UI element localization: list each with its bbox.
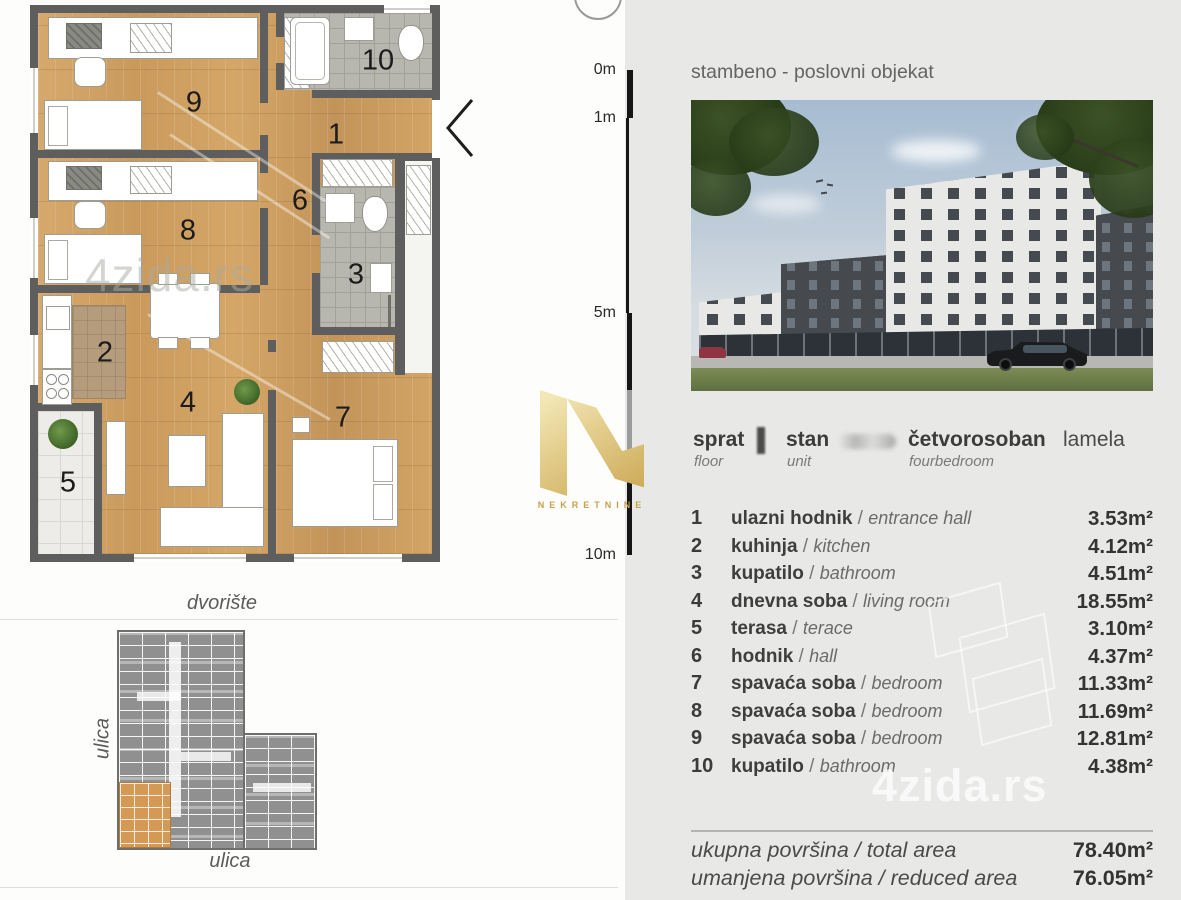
plan-room-number-3: 3 (347, 258, 365, 291)
room-area: 4.51m² (1088, 562, 1153, 585)
desk-pad (66, 166, 102, 190)
separator: / (852, 508, 869, 529)
grass (691, 368, 1153, 391)
room-list-item (691, 535, 1153, 562)
total-area-value: 78.40m² (1072, 838, 1153, 862)
site-building-wing (243, 733, 317, 850)
scale-bar-segment (626, 118, 629, 313)
room-name-en: bedroom (871, 701, 943, 721)
room-list-item (691, 672, 1153, 699)
toilet (362, 196, 388, 232)
room-number: 9 (691, 727, 703, 749)
plan-watermark-4zida: 4zida.rs (85, 249, 255, 301)
room-number: 4 (691, 590, 703, 612)
separator: / (803, 563, 820, 584)
room-area: 4.12m² (1088, 535, 1153, 558)
room-number: 6 (691, 645, 703, 667)
separator: / (855, 728, 872, 749)
room-area: 4.38m² (1088, 755, 1153, 778)
building-main-white (886, 160, 1101, 356)
site-plan (117, 630, 317, 850)
tree (1016, 114, 1074, 160)
room-name-sr: terasa (731, 618, 787, 639)
separator: / (803, 756, 820, 777)
room-name-en: terace (802, 618, 853, 638)
street-left-label: ulica (91, 717, 114, 760)
courtyard-label: dvorište (186, 592, 258, 614)
building-photo (691, 100, 1153, 391)
coffee-table (168, 435, 206, 487)
room-list-item (691, 590, 1153, 617)
separator: / (797, 536, 814, 557)
floor-sublabel: floor (694, 453, 724, 470)
room-name-sr: spavaća soba (731, 728, 856, 749)
room-area: 3.53m² (1088, 507, 1153, 530)
room-area: 4.37m² (1088, 645, 1153, 668)
room-number: 7 (691, 672, 703, 694)
circle-decoration (574, 0, 622, 20)
plan-room-number-9: 9 (185, 86, 203, 119)
sink (344, 17, 374, 41)
back-chevron-icon[interactable] (440, 96, 480, 160)
stove (42, 369, 72, 405)
reduced-area-row (691, 866, 1153, 894)
shelf (130, 23, 172, 53)
lamela-label: lamela (1063, 428, 1125, 451)
bathroom-cabinet (370, 263, 392, 293)
kitchen-counter (42, 295, 72, 369)
divider-line (0, 887, 618, 888)
unit-value-blurred (838, 434, 896, 449)
plan-room-number-10: 10 (361, 44, 395, 77)
window (384, 5, 430, 13)
window (30, 218, 38, 278)
agency-logo-n-icon (540, 388, 644, 496)
window (294, 554, 402, 562)
unit-label: stan (786, 428, 830, 451)
room-list-item (691, 727, 1153, 754)
separator: / (787, 618, 803, 639)
room-area: 18.55m² (1076, 590, 1153, 613)
street-bottom-label: ulica (209, 850, 251, 872)
plan-room-number-8: 8 (179, 214, 197, 247)
total-area-row (691, 838, 1153, 866)
apartment-type-sublabel: fourbedroom (909, 453, 995, 470)
room-list-item (691, 645, 1153, 672)
room-name-sr: hodnik (731, 646, 794, 667)
room-name-en: living room (863, 591, 951, 611)
room-name-sr: dnevna soba (731, 591, 848, 612)
room-name-en: kitchen (813, 536, 871, 556)
unit-sublabel: unit (787, 453, 812, 470)
room-area: 12.81m² (1076, 727, 1153, 750)
scale-label-5m: 5m (593, 304, 616, 321)
sink (325, 193, 355, 223)
room-name-sr: kuhinja (731, 536, 798, 557)
room-area: 3.10m² (1088, 617, 1153, 640)
room-number: 10 (691, 755, 714, 777)
room-name-en: hall (809, 646, 838, 666)
wardrobe (406, 165, 431, 235)
room-name-sr: kupatilo (731, 756, 804, 777)
plan-room-number-1: 1 (327, 118, 345, 151)
scale-label-0m: 0m (593, 61, 616, 78)
window (134, 554, 246, 562)
agency-logo-text: NEKRETNINE (537, 500, 647, 510)
apartment-type-label: četvorosoban (908, 428, 1046, 451)
room-list-item (691, 700, 1153, 727)
chair (158, 337, 178, 349)
bathtub (290, 17, 330, 85)
car-wheel (1063, 358, 1076, 371)
room-name-en: bathroom (819, 563, 896, 583)
scale-bar-segment (627, 70, 633, 118)
plan-room-number-7: 7 (334, 401, 352, 434)
shelf (130, 166, 172, 194)
wardrobe (322, 341, 394, 373)
closet (322, 159, 393, 187)
agency-logo (537, 388, 647, 516)
site-highlighted-unit (119, 782, 171, 848)
floor-value-blurred (757, 427, 765, 454)
double-bed (292, 439, 398, 527)
towel-rail (388, 295, 391, 327)
room-name-sr: spavaća soba (731, 673, 856, 694)
window (30, 335, 38, 385)
plan-room-number-5: 5 (59, 466, 77, 499)
totals-divider (691, 830, 1153, 832)
tree (729, 108, 819, 176)
tree (691, 158, 751, 216)
plan-room-number-2: 2 (96, 336, 114, 369)
car-wheel (999, 358, 1012, 371)
bed (44, 100, 142, 150)
sofa (222, 413, 264, 511)
window (30, 68, 38, 133)
plan-room-number-4: 4 (179, 386, 197, 419)
entrance-door-opening (432, 100, 440, 158)
room-name-en: bedroom (871, 728, 943, 748)
scale-label-1m: 1m (593, 109, 616, 126)
total-area-label: ukupna površina / total area (691, 838, 957, 862)
separator: / (793, 646, 810, 667)
room-number: 3 (691, 562, 703, 584)
reduced-area-label: umanjena površina / reduced area (691, 866, 1018, 890)
sideboard (106, 421, 126, 495)
page-title: stambeno - poslovni objekat (691, 61, 934, 83)
separator: / (847, 591, 863, 612)
car-small (699, 347, 726, 358)
divider-line (0, 619, 618, 620)
room-area: 11.69m² (1077, 700, 1153, 723)
room-number: 2 (691, 535, 703, 557)
reduced-area-value: 76.05m² (1072, 866, 1153, 890)
room-number: 1 (691, 507, 703, 529)
plan-room-number-6: 6 (291, 184, 309, 217)
sofa (160, 507, 264, 547)
desk-pad (66, 23, 102, 49)
chair (74, 201, 106, 229)
panel-watermark-4zida: 4zida.rs (872, 760, 1048, 811)
floor-label: sprat (693, 428, 745, 451)
room-name-en: bedroom (871, 673, 943, 693)
room-name-en: bathroom (819, 756, 896, 776)
room-name-sr: spavaća soba (731, 701, 856, 722)
room-name-en: entrance hall (868, 508, 972, 528)
plant (48, 419, 78, 449)
room-list-item (691, 617, 1153, 644)
scale-label-10m: 10m (584, 546, 616, 563)
watermark-stroke (147, 313, 330, 421)
room-area: 11.33m² (1077, 672, 1153, 695)
scale-bar-segment (627, 313, 632, 390)
room-number: 8 (691, 700, 703, 722)
room-number: 5 (691, 617, 703, 639)
nightstand (292, 417, 310, 433)
separator: / (855, 701, 872, 722)
separator: / (855, 673, 872, 694)
room-list-item (691, 507, 1153, 534)
room-name-sr: ulazni hodnik (731, 508, 853, 529)
room-list-item (691, 562, 1153, 589)
plant (234, 379, 260, 405)
chair (74, 57, 106, 87)
toilet (398, 25, 424, 61)
room-name-sr: kupatilo (731, 563, 804, 584)
